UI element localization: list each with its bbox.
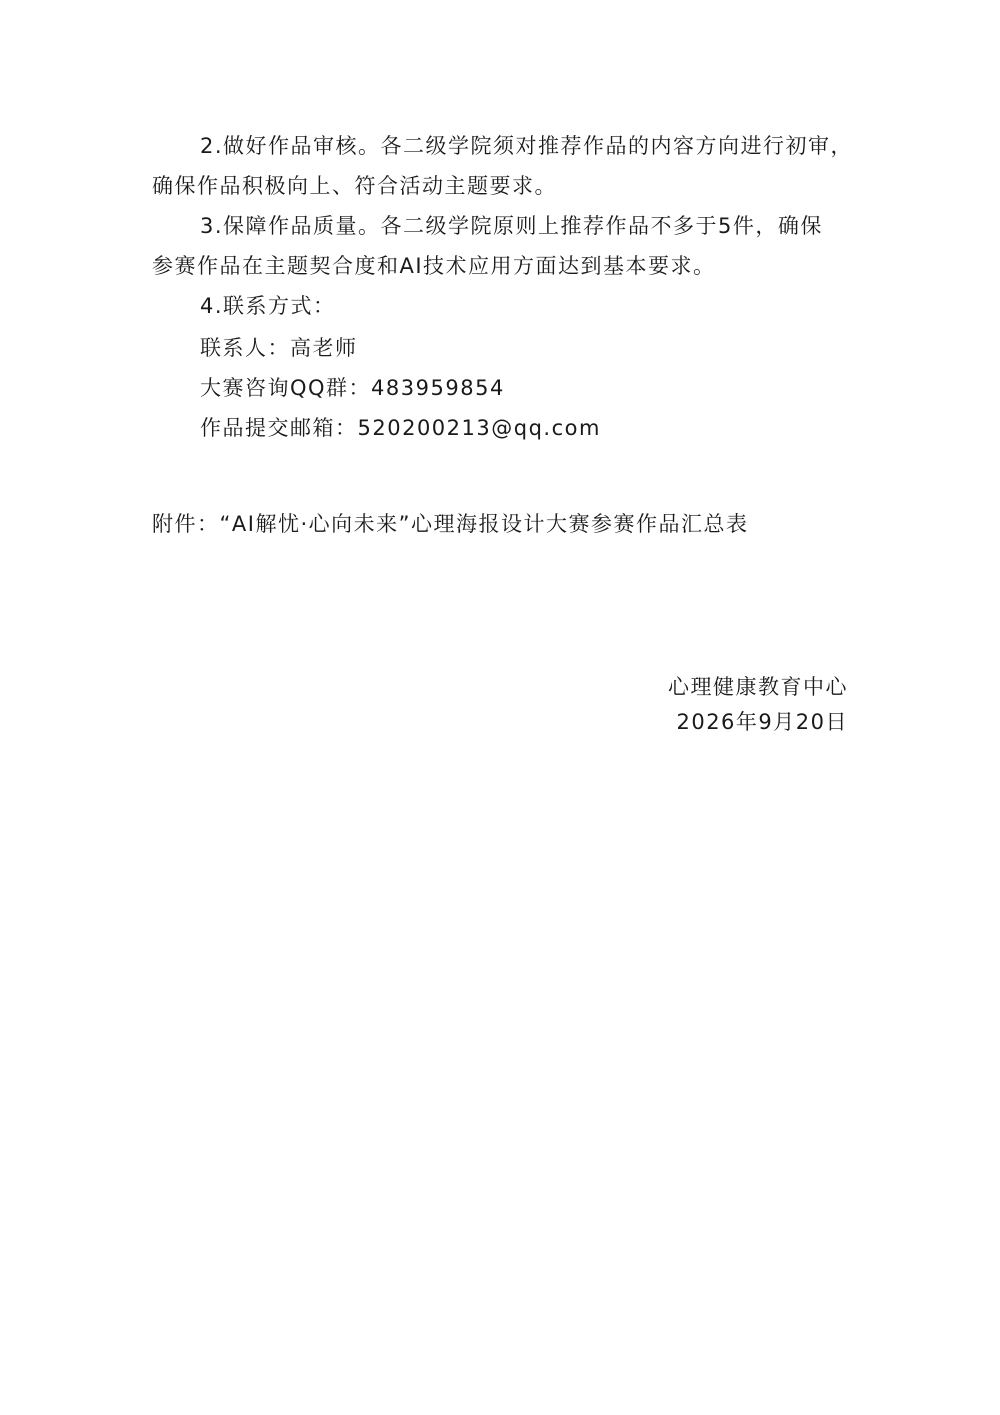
attachment-line: 附件：“AI解忧·心向未来”心理海报设计大赛参赛作品汇总表: [152, 512, 749, 536]
item2-line2: 确保作品积极向上、符合活动主题要求。: [152, 174, 557, 198]
qq-group: 大赛咨询QQ群：483959854: [200, 376, 505, 400]
item3-line1: 3.保障作品质量。各二级学院原则上推荐作品不多于5件，确保: [200, 214, 823, 238]
item3-line2: 参赛作品在主题契合度和AI技术应用方面达到基本要求。: [152, 254, 716, 278]
submit-email: 作品提交邮箱：520200213@qq.com: [200, 416, 601, 440]
item2-line1: 2.做好作品审核。各二级学院须对推荐作品的内容方向进行初审，: [200, 134, 854, 158]
item4-heading: 4.联系方式：: [200, 294, 336, 318]
contact-person: 联系人：高老师: [200, 336, 358, 360]
signature-date: 2026年9月20日: [676, 710, 848, 734]
signature-org: 心理健康教育中心: [668, 675, 848, 699]
